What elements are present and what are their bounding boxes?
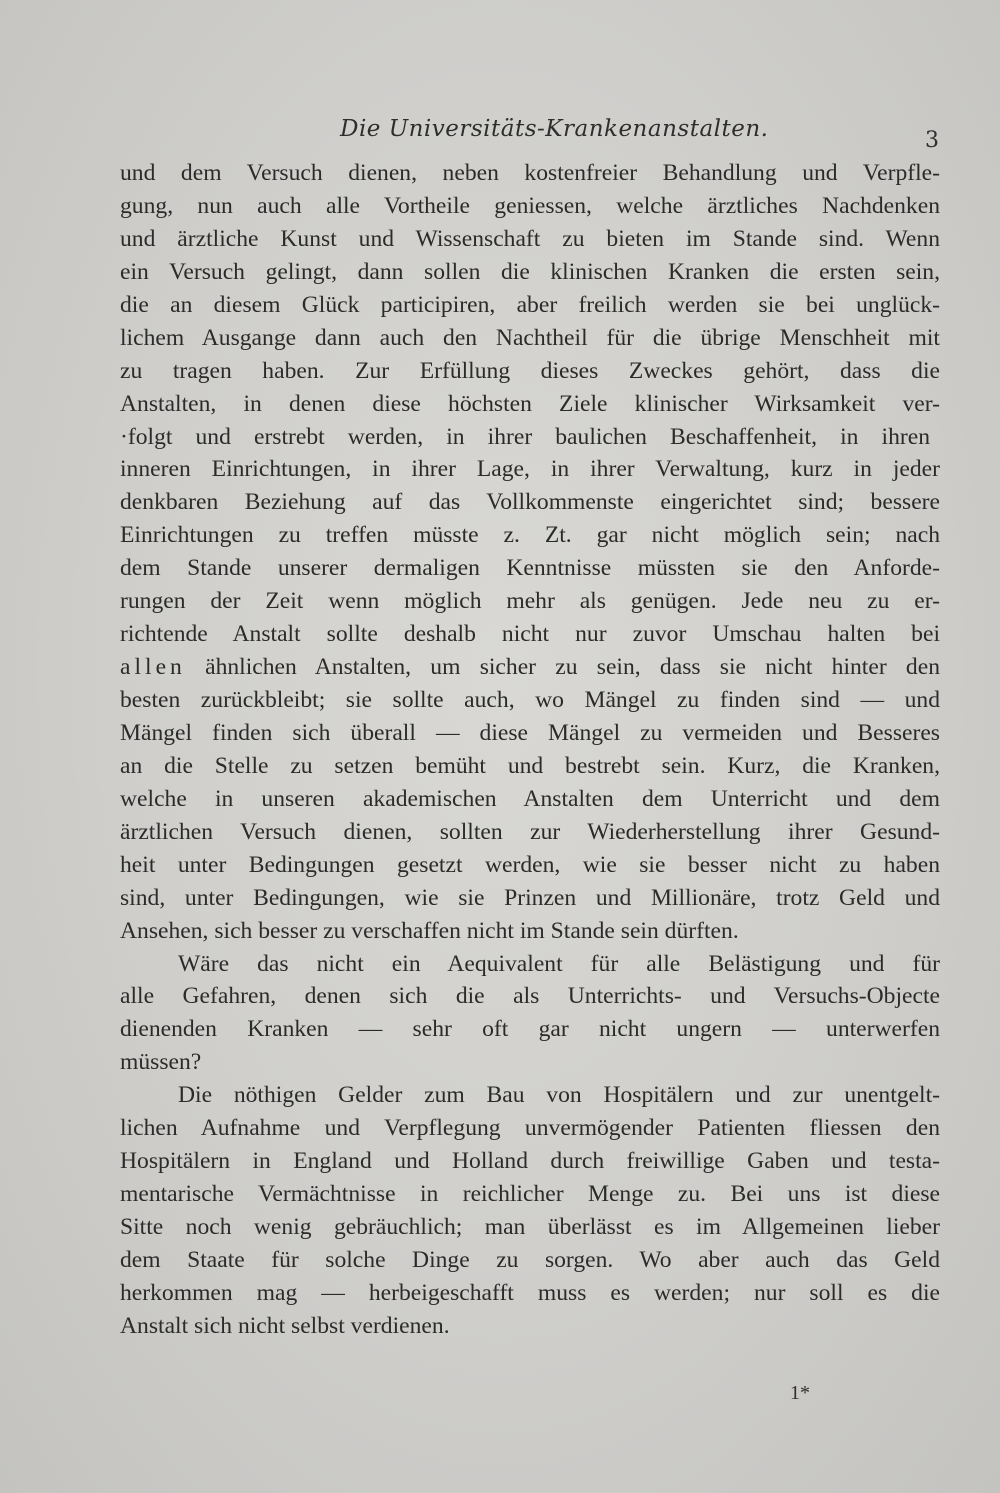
text-line: an die Stelle zu setzen bemüht und bestrebt sein. Kurz, die Kranken, [120, 752, 940, 779]
text-line: alle Gefahren, denen sich die als Unterrichts- und Versuchs-Objecte [120, 983, 940, 1010]
text-line: dem Staate für solche Dinge zu sorgen. Wo aber auch das Geld [120, 1246, 940, 1273]
text-line: rungen der Zeit wenn möglich mehr als genügen. Jede neu zu er- [120, 588, 940, 615]
text-line: Mängel finden sich überall — diese Mängel zu vermeiden und Besseres [120, 719, 940, 746]
text-line: Wäre das nicht ein Aequivalent für alle Belästigung und für [178, 950, 940, 977]
text-line: Hospitälern in England und Holland durch freiwillige Gaben und testa- [120, 1148, 940, 1175]
text-line: ein Versuch gelingt, dann sollen die klinischen Kranken die ersten sein, [120, 258, 940, 285]
text-line: zu tragen haben. Zur Erfüllung dieses Zweckes gehört, dass die [120, 357, 940, 384]
text-line: Anstalt sich nicht selbst verdienen. [120, 1312, 450, 1339]
page-number: 3 [925, 128, 939, 153]
text-line: ·folgt und erstrebt werden, in ihrer baulichen Beschaffenheit, in ihren [120, 423, 930, 450]
text-line: und ärztliche Kunst und Wissenschaft zu bieten im Stande sind. Wenn [120, 225, 940, 252]
spaced-emphasis: allen [120, 654, 186, 681]
text-line: Einrichtungen zu treffen müsste z. Zt. gar nicht möglich sein; nach [120, 522, 940, 549]
body-text [120, 157, 940, 1343]
text-line [120, 651, 940, 684]
text-line: sind, unter Bedingungen, wie sie Prinzen und Millionäre, trotz Geld und [120, 884, 940, 911]
text-line: müssen? [120, 1049, 202, 1076]
text-line: mentarische Vermächtnisse in reichlicher Menge zu. Bei uns ist diese [120, 1181, 940, 1208]
text-line: besten zurückbleibt; sie sollte auch, wo Mängel zu finden sind — und [120, 687, 940, 713]
text-line: inneren Einrichtungen, in ihrer Lage, in ihrer Verwaltung, kurz in jeder [120, 456, 940, 483]
signature-mark: 1* [790, 1382, 810, 1404]
text-line: lichen Aufnahme und Verpflegung unvermögender Patienten fliessen den [120, 1115, 940, 1142]
text-line: Anstalten, in denen diese höchsten Ziele klinischer Wirksamkeit ver- [120, 390, 940, 417]
running-title: Die Universitäts-Krankenanstalten. [340, 116, 769, 142]
text-line: Die nöthigen Gelder zum Bau von Hospitälern und zur unentgelt- [178, 1082, 940, 1109]
text-line: herkommen mag — herbeigeschafft muss es werden; nur soll es die [120, 1279, 940, 1306]
running-head [0, 108, 1000, 153]
text-line: dem Stande unserer dermaligen Kenntnisse müssten sie den Anforde- [120, 555, 940, 582]
text-line: und dem Versuch dienen, neben kostenfreier Behandlung und Verpfle- [120, 160, 940, 186]
text-line: heit unter Bedingungen gesetzt werden, wie sie besser nicht zu haben [120, 851, 940, 878]
text-line: dienenden Kranken — sehr oft gar nicht ungern — unterwerfen [120, 1016, 940, 1043]
text-line-rest: ähnlichen Anstalten, um sicher zu sein, dass sie nicht hinter den [185, 654, 940, 681]
text-line: Sitte noch wenig gebräuchlich; man überlässt es im Allgemeinen lieber [120, 1214, 940, 1240]
text-line: Ansehen, sich besser zu verschaffen nicht im Stande sein dürften. [120, 917, 739, 944]
text-line: richtende Anstalt sollte deshalb nicht nur zuvor Umschau halten bei [120, 621, 940, 648]
text-line: denkbaren Beziehung auf das Vollkommenste eingerichtet sind; bessere [120, 489, 940, 516]
text-line: ärztlichen Versuch dienen, sollten zur Wiederherstellung ihrer Gesund- [120, 818, 940, 845]
text-line: lichem Ausgange dann auch den Nachtheil für die übrige Menschheit mit [120, 324, 940, 351]
text-line: die an diesem Glück participiren, aber freilich werden sie bei unglück- [120, 291, 940, 318]
text-line: gung, nun auch alle Vortheile geniessen, welche ärztliches Nachdenken [120, 192, 940, 219]
text-line: welche in unseren akademischen Anstalten dem Unterricht und dem [120, 785, 940, 812]
